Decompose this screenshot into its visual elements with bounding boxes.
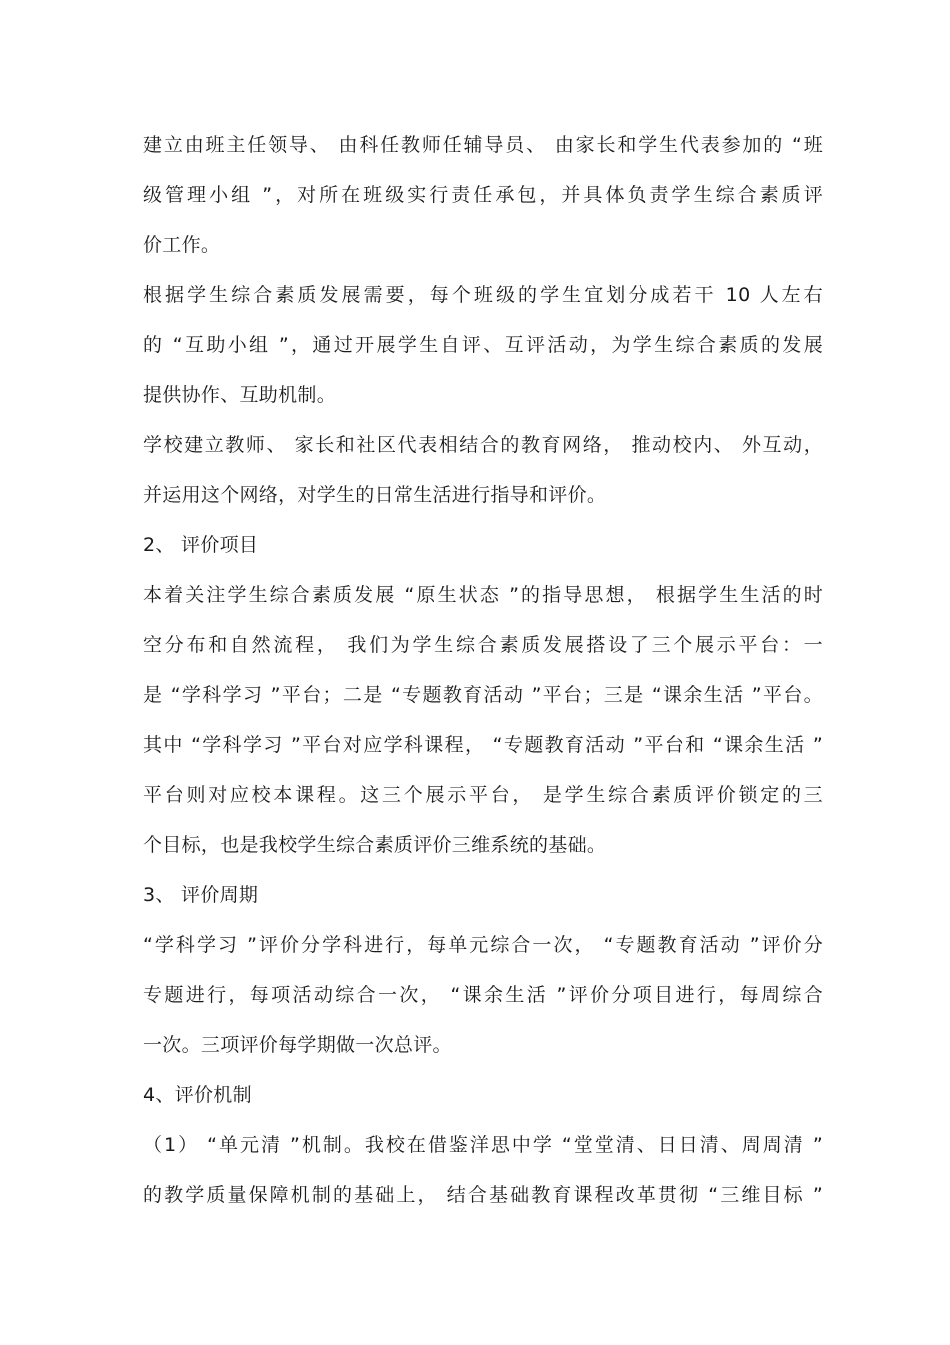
text-line: 建立由班主任领导、 由科任教师任辅导员、 由家长和学生代表参加的 “班 bbox=[143, 134, 823, 156]
text-line: （1） “单元清 ”机制。我校在借鉴洋思中学 “堂堂清、日日清、周周清 ” bbox=[143, 1134, 823, 1156]
section-heading: 3、 评价周期 bbox=[143, 884, 259, 906]
text-line: “学科学习 ”评价分学科进行，每单元综合一次， “专题教育活动 ”评价分 bbox=[143, 934, 823, 956]
text-line: 空分布和自然流程， 我们为学生综合素质发展搭设了三个展示平台：一 bbox=[143, 634, 823, 656]
text-line: 级管理小组 ”，对所在班级实行责任承包，并具体负责学生综合素质评 bbox=[143, 184, 823, 206]
section-heading: 2、 评价项目 bbox=[143, 534, 259, 556]
text-line: 学校建立教师、 家长和社区代表相结合的教育网络， 推动校内、 外互动， bbox=[143, 434, 823, 456]
text-line: 专题进行，每项活动综合一次， “课余生活 ”评价分项目进行，每周综合 bbox=[143, 984, 823, 1006]
document-body bbox=[143, 120, 823, 1220]
text-line: 本着关注学生综合素质发展 “原生状态 ”的指导思想， 根据学生生活的时 bbox=[143, 584, 823, 606]
text-line: 并运用这个网络，对学生的日常生活进行指导和评价。 bbox=[143, 484, 607, 506]
text-line: 个目标，也是我校学生综合素质评价三维系统的基础。 bbox=[143, 834, 607, 856]
text-line: 的 “互助小组 ”，通过开展学生自评、互评活动，为学生综合素质的发展 bbox=[143, 334, 823, 356]
section-heading: 4、评价机制 bbox=[143, 1084, 252, 1106]
text-line: 提供协作、互助机制。 bbox=[143, 384, 337, 406]
text-line: 其中 “学科学习 ”平台对应学科课程， “专题教育活动 ”平台和 “课余生活 ” bbox=[143, 734, 823, 756]
text-line: 平台则对应校本课程。这三个展示平台， 是学生综合素质评价锁定的三 bbox=[143, 784, 823, 806]
text-line: 一次。三项评价每学期做一次总评。 bbox=[143, 1034, 452, 1056]
text-line: 根据学生综合素质发展需要，每个班级的学生宜划分成若干 10 人左右 bbox=[143, 284, 823, 306]
text-line: 是 “学科学习 ”平台；二是 “专题教育活动 ”平台；三是 “课余生活 ”平台。 bbox=[143, 684, 823, 706]
text-line: 价工作。 bbox=[143, 234, 221, 256]
text-line: 的教学质量保障机制的基础上， 结合基础教育课程改革贯彻 “三维目标 ” bbox=[143, 1184, 823, 1206]
